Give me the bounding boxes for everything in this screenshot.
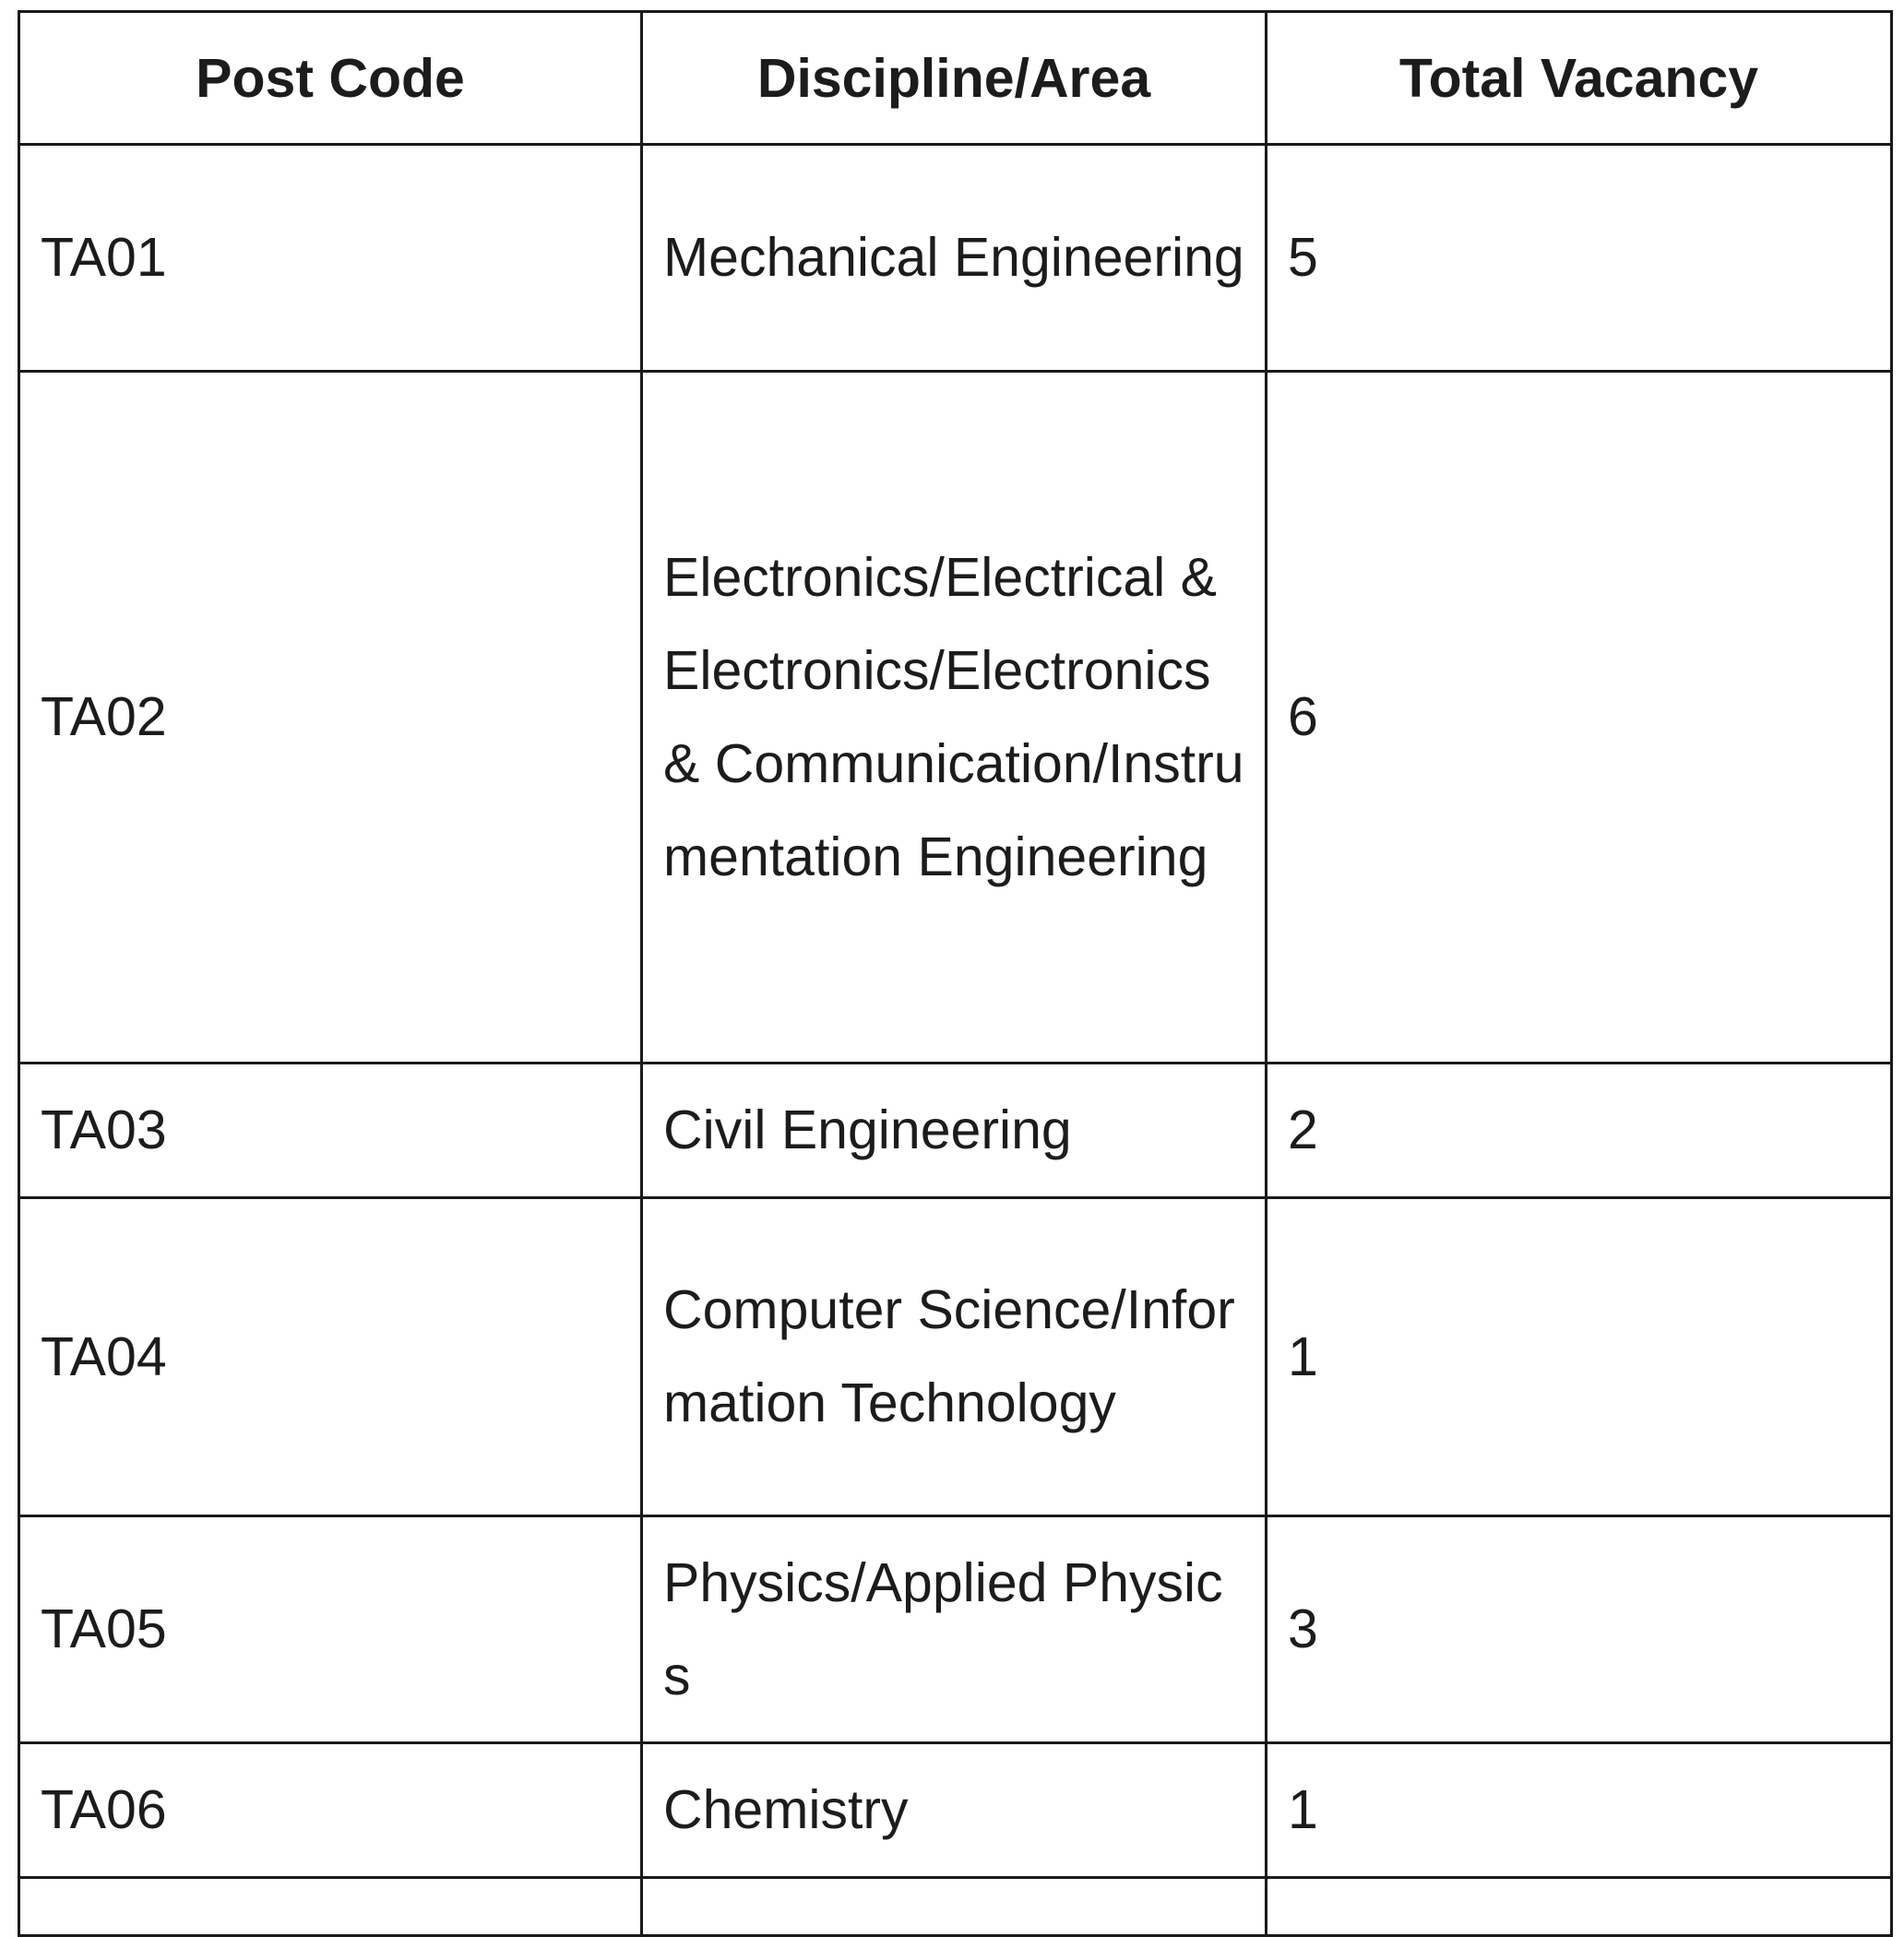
post-code: TA05 [41,1598,167,1659]
vacancy: 1 [1288,1779,1318,1840]
vacancy-cell [1267,1743,1892,1878]
post-code-cell [19,1064,642,1198]
discipline: Chemistry [663,1779,909,1840]
header-total-vacancy: Total Vacancy [1267,12,1892,145]
vacancy: 6 [1288,686,1318,747]
table-row [19,372,1892,1064]
post-code-cell [19,1198,642,1516]
vacancy-cell [1267,1198,1892,1516]
discipline: Computer Science/Information Technology [663,1279,1235,1433]
table-row [19,1516,1892,1743]
discipline-cell [642,1198,1267,1516]
vacancy-cell [1267,1516,1892,1743]
post-code: TA01 [41,227,167,288]
post-code: TA03 [41,1099,167,1160]
table-header-row [19,12,1892,145]
vacancy: 3 [1288,1598,1318,1659]
discipline-cell [642,1743,1267,1878]
table-row-cut-off [19,1878,1892,1936]
header-discipline: Discipline/Area [642,12,1267,145]
discipline-cell [642,372,1267,1064]
post-code: TA04 [41,1325,167,1387]
header-post-code: Post Code [19,12,642,145]
post-code-cell [19,1516,642,1743]
vacancy-table [18,10,1893,1937]
discipline-cell [642,1516,1267,1743]
discipline: Mechanical Engineering [663,227,1244,288]
table-row [19,145,1892,372]
vacancy: 5 [1288,227,1318,288]
table-row [19,1743,1892,1878]
table-row [19,1064,1892,1198]
post-code-cell [19,1743,642,1878]
vacancy: 1 [1288,1325,1318,1387]
discipline: Civil Engineering [663,1099,1072,1160]
post-code-cell [19,145,642,372]
post-code-cell [19,372,642,1064]
empty-cell [1267,1878,1892,1936]
discipline-cell [642,145,1267,372]
empty-cell [642,1878,1267,1936]
discipline: Electronics/Electrical & Electronics/Electronics & Communication/Instrumentation Engineering [663,546,1244,887]
vacancy-cell [1267,1064,1892,1198]
table-row [19,1198,1892,1516]
discipline-cell [642,1064,1267,1198]
post-code: TA06 [41,1779,167,1840]
discipline: Physics/Applied Physics [663,1551,1223,1706]
vacancy-cell [1267,145,1892,372]
empty-cell [19,1878,642,1936]
vacancy: 2 [1288,1099,1318,1160]
post-code: TA02 [41,686,167,747]
vacancy-cell [1267,372,1892,1064]
